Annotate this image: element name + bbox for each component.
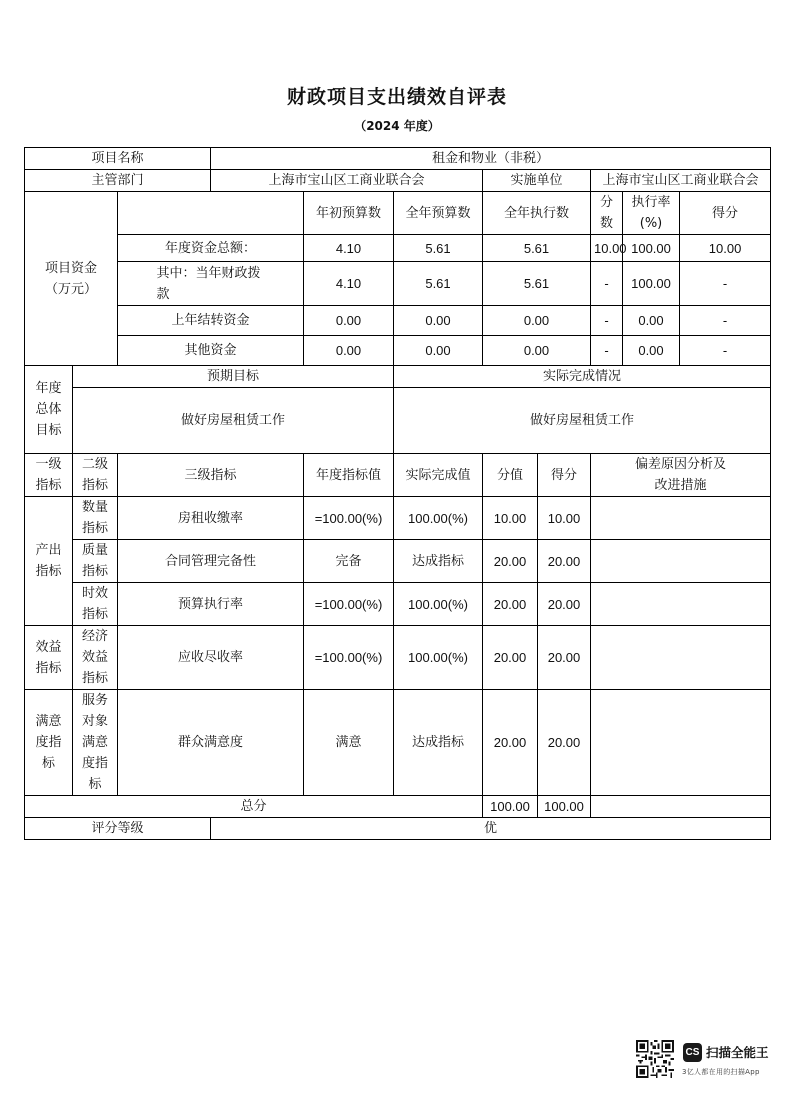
score-cell: 20.00 (538, 540, 591, 583)
level3-cell: 预算执行率 (118, 583, 304, 626)
target-cell: =100.00(%) (304, 626, 394, 690)
indicator-header (591, 454, 771, 497)
funds-cell: 4.10 (304, 235, 394, 262)
indicator-header (25, 454, 73, 497)
funds-cell: - (680, 306, 771, 336)
weight-cell: 20.00 (483, 690, 538, 796)
funds-header-2: 全年执行数 (483, 192, 591, 235)
funds-cell: 10.00 (591, 235, 623, 262)
indicator-header: 得分 (538, 454, 591, 497)
project-name-row (25, 148, 771, 170)
funds-header-5: 得分 (680, 192, 771, 235)
expected-goal-text: 做好房屋租赁工作 (73, 388, 394, 454)
level2-cell (73, 626, 118, 690)
app-name: 扫描全能王 (706, 1045, 769, 1060)
level2-cell (73, 690, 118, 796)
level2-cell (73, 540, 118, 583)
indicator-header-row (25, 454, 771, 497)
funds-header-blank (118, 192, 304, 235)
weight-cell: 10.00 (483, 497, 538, 540)
funds-cell: 4.10 (304, 262, 394, 306)
funds-row-label: 年度资金总额： (118, 235, 304, 262)
level2-cell (73, 583, 118, 626)
indicator-header: 实际完成值 (394, 454, 483, 497)
indicator-row (25, 583, 771, 626)
funds-cell: 5.61 (394, 262, 483, 306)
funds-label (25, 192, 118, 366)
weight-cell: 20.00 (483, 583, 538, 626)
indicator-header: 分值 (483, 454, 538, 497)
funds-cell: 5.61 (483, 262, 591, 306)
funds-cell: - (591, 262, 623, 306)
funds-cell: - (591, 306, 623, 336)
indicator-header-text: 偏差原因分析及改进措施 (635, 457, 727, 493)
level2-text: 服务对象满意度指标 (81, 693, 108, 792)
app-tagline: 3亿人都在用的扫描App (682, 1068, 760, 1076)
indicator-header-text: 一级指标 (35, 457, 62, 493)
total-weight: 100.00 (483, 796, 538, 818)
funds-cell: - (680, 262, 771, 306)
level3-cell: 合同管理完备性 (118, 540, 304, 583)
funds-row-label: 其他资金 (118, 336, 304, 366)
score-cell: 20.00 (538, 583, 591, 626)
dept-label: 主管部门 (25, 170, 211, 192)
target-cell: 完备 (304, 540, 394, 583)
level1-cell (25, 497, 73, 626)
funds-header-0: 年初预算数 (304, 192, 394, 235)
actual-cell: 达成指标 (394, 690, 483, 796)
level1-cell (25, 626, 73, 690)
level2-text: 数量指标 (81, 500, 108, 536)
target-cell: =100.00(%) (304, 583, 394, 626)
unit-value: 上海市宝山区工商业联合会 (591, 170, 771, 192)
funds-cell: 0.00 (394, 306, 483, 336)
funds-row-label: 上年结转资金 (118, 306, 304, 336)
note-cell (591, 690, 771, 796)
target-cell: 满意 (304, 690, 394, 796)
level1-text: 效益指标 (35, 639, 62, 676)
indicator-header-text: 二级指标 (81, 457, 108, 493)
level3-cell: 应收尽收率 (118, 626, 304, 690)
level3-cell: 房租收缴率 (118, 497, 304, 540)
project-name-label: 项目名称 (25, 148, 211, 170)
score-cell: 20.00 (538, 690, 591, 796)
funds-cell: 0.00 (483, 336, 591, 366)
total-row (25, 796, 771, 818)
level2-text: 经济效益指标 (81, 629, 108, 686)
indicator-row (25, 497, 771, 540)
weight-cell: 20.00 (483, 540, 538, 583)
level2-cell (73, 497, 118, 540)
funds-cell: 5.61 (394, 235, 483, 262)
actual-goal-text: 做好房屋租赁工作 (394, 388, 771, 454)
scanner-watermark (636, 1040, 776, 1080)
funds-row-label-text: 其中：当年财政拨款 (156, 265, 261, 302)
total-label: 总分 (25, 796, 483, 818)
funds-header-4: 执行率(%) (623, 192, 680, 235)
funds-cell: 100.00 (623, 235, 680, 262)
funds-cell: - (591, 336, 623, 366)
level2-text: 质量指标 (81, 543, 108, 579)
project-name-value: 租金和物业（非税） (211, 148, 771, 170)
indicator-header (73, 454, 118, 497)
goals-content-row (25, 388, 771, 454)
indicator-row (25, 540, 771, 583)
indicator-row (25, 690, 771, 796)
rating-value: 优 (211, 818, 771, 840)
note-cell (591, 626, 771, 690)
funds-row (25, 336, 771, 366)
level1-text: 产出指标 (35, 543, 62, 579)
goals-header-row (25, 366, 771, 388)
score-cell: 20.00 (538, 626, 591, 690)
total-score: 100.00 (538, 796, 591, 818)
indicator-header: 年度指标值 (304, 454, 394, 497)
funds-cell: - (680, 336, 771, 366)
target-cell: =100.00(%) (304, 497, 394, 540)
dept-value: 上海市宝山区工商业联合会 (211, 170, 483, 192)
funds-cell: 100.00 (623, 262, 680, 306)
funds-cell: 0.00 (623, 306, 680, 336)
funds-row (25, 262, 771, 306)
indicator-row (25, 626, 771, 690)
funds-cell: 0.00 (304, 306, 394, 336)
funds-label-text: 项目资金（万元） (44, 260, 97, 297)
evaluation-table (24, 147, 771, 840)
note-cell (591, 583, 771, 626)
funds-cell: 0.00 (623, 336, 680, 366)
score-cell: 10.00 (538, 497, 591, 540)
year-subtitle: （2024 年度） (354, 119, 440, 133)
rating-row (25, 818, 771, 840)
actual-cell: 100.00(%) (394, 583, 483, 626)
funds-header-3: 分数 (591, 192, 623, 235)
funds-cell: 0.00 (304, 336, 394, 366)
funds-row (25, 235, 771, 262)
level3-cell: 群众满意度 (118, 690, 304, 796)
funds-header-1: 全年预算数 (394, 192, 483, 235)
rating-label: 评分等级 (25, 818, 211, 840)
funds-row-label (118, 262, 304, 306)
unit-label: 实施单位 (483, 170, 591, 192)
funds-cell: 10.00 (680, 235, 771, 262)
funds-header-row (25, 192, 771, 235)
funds-row (25, 306, 771, 336)
funds-cell: 0.00 (483, 306, 591, 336)
qr-code-icon (636, 1040, 674, 1078)
actual-cell: 达成指标 (394, 540, 483, 583)
level1-cell (25, 690, 73, 796)
total-note (591, 796, 771, 818)
note-cell (591, 540, 771, 583)
level1-text: 满意度指标 (35, 714, 62, 771)
note-cell (591, 497, 771, 540)
indicator-header: 三级指标 (118, 454, 304, 497)
funds-cell: 5.61 (483, 235, 591, 262)
actual-cell: 100.00(%) (394, 626, 483, 690)
expected-goal-label: 预期目标 (73, 366, 394, 388)
goals-label-text: 年度总体目标 (35, 381, 62, 438)
actual-goal-label: 实际完成情况 (394, 366, 771, 388)
funds-cell: 0.00 (394, 336, 483, 366)
level2-text: 时效指标 (81, 586, 108, 622)
weight-cell: 20.00 (483, 626, 538, 690)
goals-label (25, 366, 73, 454)
actual-cell: 100.00(%) (394, 497, 483, 540)
camscanner-logo-icon: CS (683, 1043, 702, 1062)
department-row (25, 170, 771, 192)
page-title: 财政项目支出绩效自评表 (286, 86, 507, 108)
